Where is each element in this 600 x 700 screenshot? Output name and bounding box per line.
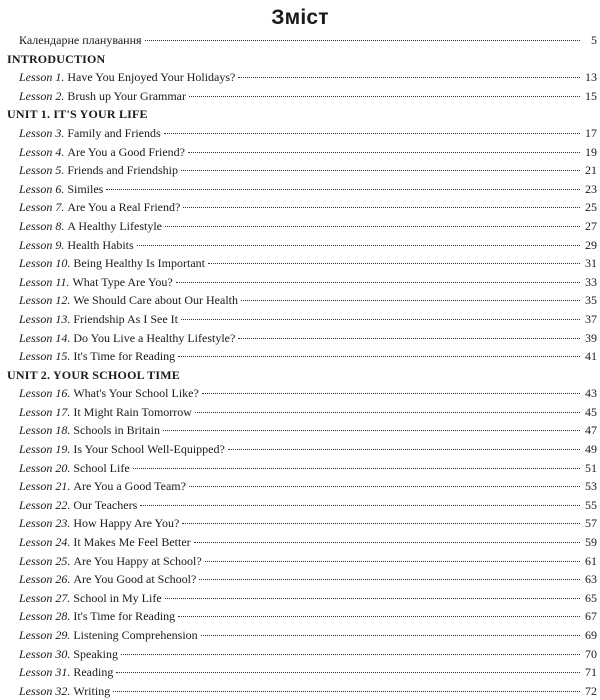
page-number: 31 — [585, 256, 597, 271]
toc-entry — [7, 236, 597, 255]
lesson-number: Lesson 24. — [19, 535, 71, 550]
toc-entry — [7, 645, 597, 664]
lesson-number: Lesson 7. — [19, 200, 65, 215]
page-number: 53 — [585, 479, 597, 494]
entry-title: What Type Are You? — [72, 274, 173, 289]
dot-leader — [189, 96, 580, 97]
dot-leader — [188, 152, 580, 153]
toc-entry — [7, 180, 597, 199]
toc-entry — [7, 31, 597, 50]
lesson-number: Lesson 25. — [19, 553, 71, 568]
toc-entry — [7, 663, 597, 682]
page-number: 5 — [591, 33, 597, 47]
toc-entry — [7, 254, 597, 273]
entry-title: Friends and Friendship — [67, 163, 179, 178]
toc-entry — [7, 496, 597, 515]
dot-leader — [137, 245, 580, 246]
dot-leader — [195, 412, 580, 413]
toc-entry — [7, 124, 597, 143]
page-number: 13 — [585, 70, 597, 85]
lesson-number: Lesson 21. — [19, 479, 71, 494]
entry-title: Do You Live a Healthy Lifestyle? — [73, 330, 236, 345]
page-number: 15 — [585, 88, 597, 103]
lesson-number: Lesson 3. — [19, 125, 65, 140]
entry-title: It Might Rain Tomorrow — [73, 404, 192, 419]
toc-entry — [7, 459, 597, 478]
page-number: 23 — [585, 181, 597, 196]
dot-leader — [189, 486, 580, 487]
toc-entry — [7, 607, 597, 626]
dot-leader — [163, 430, 580, 431]
entry-title: School in My Life — [73, 590, 162, 605]
toc-entry — [7, 310, 597, 329]
lesson-number: Lesson 30. — [19, 646, 71, 661]
lesson-number: Lesson 12. — [19, 293, 71, 308]
page-number: 35 — [585, 293, 597, 308]
lesson-number: Lesson 15. — [19, 349, 71, 364]
lesson-number: Lesson 29. — [19, 628, 71, 642]
lesson-number: Lesson 4. — [19, 144, 65, 159]
section-heading-text: UNIT 1. IT'S YOUR LIFE — [7, 107, 148, 122]
lesson-number: Lesson 1. — [19, 70, 65, 85]
toc-entry — [7, 217, 597, 236]
page-number: 63 — [585, 572, 597, 587]
entry-title: A Healthy Lifestyle — [67, 218, 162, 233]
page-number: 41 — [585, 349, 597, 364]
lesson-number: Lesson 5. — [19, 163, 65, 178]
toc-entry — [7, 533, 597, 552]
dot-leader — [116, 672, 580, 673]
toc-entry — [7, 347, 597, 366]
dot-leader — [201, 635, 580, 636]
toc-entry — [7, 514, 597, 533]
toc-entry — [7, 440, 597, 459]
dot-leader — [106, 189, 580, 190]
dot-leader — [178, 616, 580, 617]
lesson-number: Lesson 27. — [19, 590, 71, 605]
toc-entry — [7, 589, 597, 608]
dot-leader — [241, 300, 580, 301]
lesson-number: Lesson 11. — [19, 274, 70, 289]
dot-leader — [183, 207, 580, 208]
toc-entry — [7, 198, 597, 217]
lesson-number: Lesson 17. — [19, 404, 71, 419]
page-number: 57 — [585, 516, 597, 531]
lesson-number: Lesson 26. — [19, 572, 71, 587]
page-number: 25 — [585, 200, 597, 215]
section-heading-text: INTRODUCTION — [7, 51, 106, 66]
lesson-number: Lesson 31. — [19, 665, 71, 680]
entry-title: Speaking — [73, 646, 119, 661]
page-number: 27 — [585, 218, 597, 233]
entry-title: Is Your School Well-Equipped? — [73, 442, 225, 457]
toc-entry — [7, 682, 597, 700]
dot-leader — [181, 170, 580, 171]
page-number: 72 — [585, 683, 597, 698]
lesson-number: Lesson 32. — [19, 683, 71, 698]
entry-title: Family and Friends — [67, 125, 161, 140]
page-number: 49 — [585, 442, 597, 457]
lesson-number: Lesson 18. — [19, 423, 71, 438]
dot-leader — [113, 691, 580, 692]
page-number: 37 — [585, 311, 597, 326]
entry-title: Writing — [73, 683, 111, 698]
entry-title: Are You a Good Friend? — [67, 144, 185, 159]
dot-leader — [145, 40, 580, 41]
toc-entry — [7, 477, 597, 496]
section-heading — [7, 366, 597, 385]
page-number: 51 — [585, 460, 597, 475]
lesson-number: Lesson 14. — [19, 330, 71, 345]
dot-leader — [202, 393, 580, 394]
dot-leader — [164, 133, 580, 134]
entry-title: It Makes Me Feel Better — [73, 535, 191, 550]
dot-leader — [140, 505, 580, 506]
entry-title: We Should Care about Our Health — [73, 293, 239, 308]
page-number: 47 — [585, 423, 597, 438]
toc-entry — [7, 384, 597, 403]
lesson-number: Lesson 28. — [19, 609, 71, 624]
lesson-number: Lesson 20. — [19, 460, 71, 475]
toc-entry — [7, 403, 597, 422]
toc-entry — [7, 570, 597, 589]
entry-title: Brush up Your Grammar — [67, 88, 187, 103]
dot-leader — [238, 77, 580, 78]
page-number: 33 — [585, 274, 597, 289]
dot-leader — [194, 542, 580, 543]
entry-title: Friendship As I See It — [73, 311, 179, 326]
entry-title: Schools in Britain — [73, 423, 161, 438]
page-number: 65 — [585, 590, 597, 605]
page-title: Зміст — [271, 6, 329, 29]
lesson-number: Lesson 16. — [19, 386, 71, 401]
toc-entry — [7, 87, 597, 106]
entry-title: Listening Comprehension — [73, 628, 198, 642]
entry-title: Reading — [73, 665, 114, 680]
lesson-number: Lesson 2. — [19, 88, 65, 103]
lesson-number: Lesson 19. — [19, 442, 71, 457]
table-of-contents — [7, 31, 597, 700]
dot-leader — [182, 523, 580, 524]
toc-entry — [7, 143, 597, 162]
toc-entry — [7, 329, 597, 348]
entry-title: It's Time for Reading — [73, 609, 176, 624]
toc-entry — [7, 291, 597, 310]
page-number: 69 — [585, 628, 597, 642]
entry-title: Are You Happy at School? — [73, 553, 202, 568]
entry-title: Have You Enjoyed Your Holidays? — [67, 70, 236, 85]
page-number: 45 — [585, 404, 597, 419]
page-number: 70 — [585, 646, 597, 661]
lesson-number: Lesson 23. — [19, 516, 71, 531]
toc-entry — [7, 626, 597, 645]
dot-leader — [178, 356, 580, 357]
entry-title: How Happy Are You? — [73, 516, 180, 531]
lesson-number: Lesson 8. — [19, 218, 65, 233]
toc-entry — [7, 68, 597, 87]
dot-leader — [208, 263, 580, 264]
dot-leader — [165, 598, 580, 599]
page-number: 55 — [585, 497, 597, 512]
dot-leader — [165, 226, 580, 227]
page-number: 43 — [585, 386, 597, 401]
entry-title: It's Time for Reading — [73, 349, 176, 364]
dot-leader — [238, 338, 580, 339]
entry-title: Being Healthy Is Important — [73, 256, 205, 271]
toc-entry — [7, 421, 597, 440]
lesson-number: Lesson 10. — [19, 256, 71, 271]
page-number: 67 — [585, 609, 597, 624]
entry-title: School Life — [73, 460, 130, 475]
dot-leader — [176, 282, 580, 283]
page-number: 61 — [585, 553, 597, 568]
dot-leader — [181, 319, 580, 320]
section-heading — [7, 50, 597, 69]
entry-title: Are You a Good Team? — [73, 479, 186, 494]
entry-title: Similes — [67, 181, 104, 196]
entry-title: What's Your School Like? — [73, 386, 199, 401]
page-number: 29 — [585, 237, 597, 252]
section-heading — [7, 105, 597, 124]
entry-title: Our Teachers — [73, 497, 138, 512]
dot-leader — [133, 468, 580, 469]
dot-leader — [121, 654, 580, 655]
page-number: 19 — [585, 144, 597, 159]
page-number: 59 — [585, 535, 597, 550]
page-number: 17 — [585, 125, 597, 140]
entry-title: Календарне планування — [19, 33, 142, 47]
page-number: 39 — [585, 330, 597, 345]
page-number: 21 — [585, 163, 597, 178]
dot-leader — [205, 561, 580, 562]
entry-title: Health Habits — [67, 237, 134, 252]
lesson-number: Lesson 22. — [19, 497, 71, 512]
lesson-number: Lesson 13. — [19, 311, 71, 326]
page-number: 71 — [585, 665, 597, 680]
dot-leader — [199, 579, 580, 580]
entry-title: Are You Good at School? — [73, 572, 197, 587]
dot-leader — [228, 449, 580, 450]
toc-entry — [7, 552, 597, 571]
toc-entry — [7, 161, 597, 180]
lesson-number: Lesson 6. — [19, 181, 65, 196]
entry-title: Are You a Real Friend? — [67, 200, 181, 215]
section-heading-text: UNIT 2. YOUR SCHOOL TIME — [7, 367, 180, 382]
lesson-number: Lesson 9. — [19, 237, 65, 252]
toc-entry — [7, 273, 597, 292]
